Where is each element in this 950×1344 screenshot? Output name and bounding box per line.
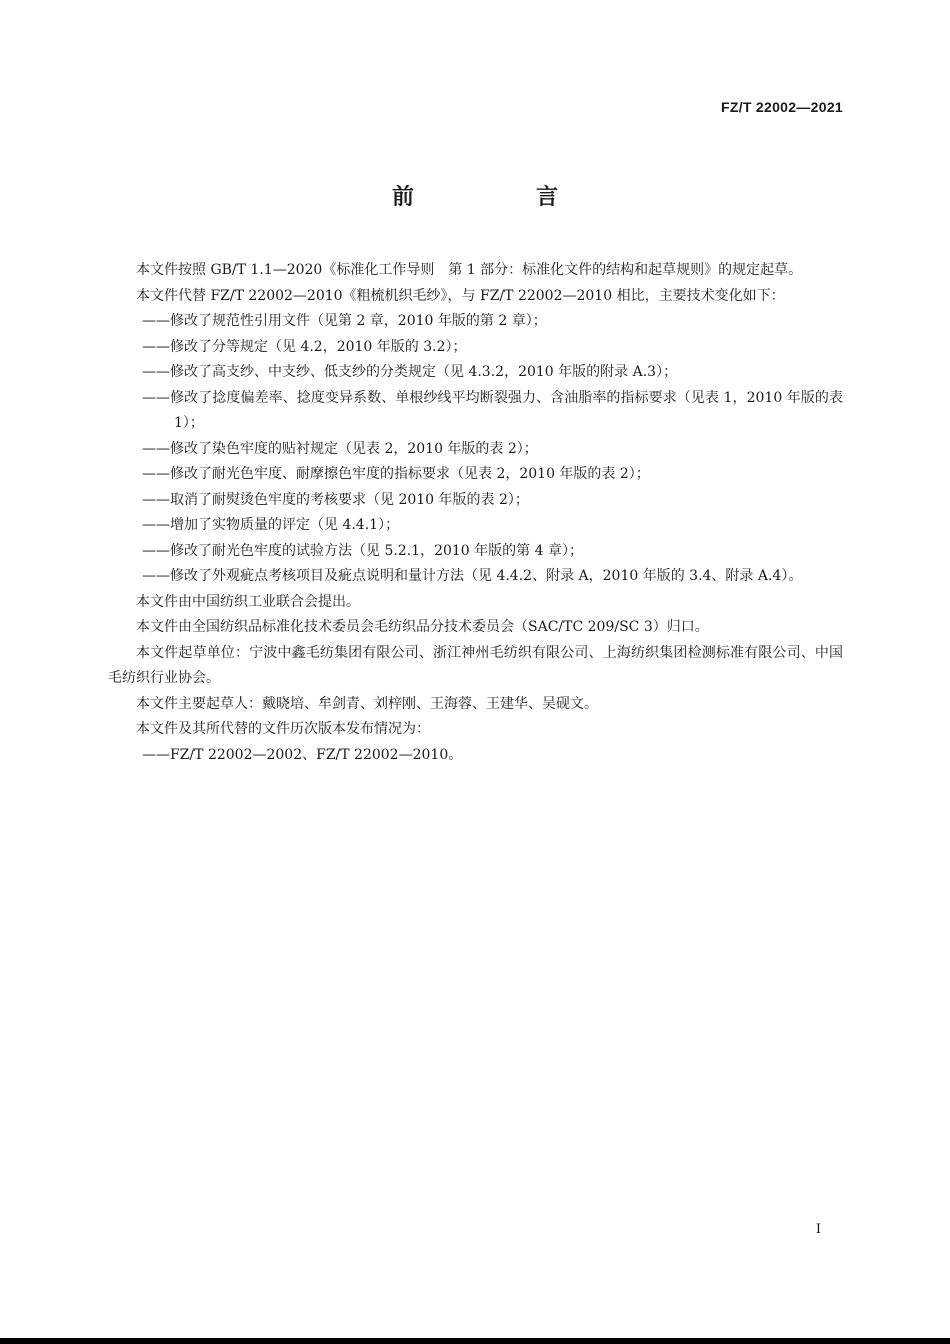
foreword-body (108, 258, 843, 768)
list-item: ——FZ/T 22002—2002、FZ/T 22002—2010。 (142, 746, 463, 763)
list-item: ——取消了耐熨烫色牢度的考核要求（见 2010 年版的表 2）； (142, 491, 529, 508)
list-item: ——修改了捻度偏差率、捻度变异系数、单根纱线平均断裂强力、含油脂率的指标要求（见表 1，2010 年版的表 1）； (142, 389, 843, 431)
paragraph-replacement: 本文件代替 FZ/T 22002—2010《粗梳机织毛纱》，与 FZ/T 22002—2010 相比，主要技术变化如下： (136, 287, 785, 304)
paragraph-proposer: 本文件由中国纺织工业联合会提出。 (136, 593, 360, 610)
list-item: ——修改了规范性引用文件（见第 2 章，2010 年版的第 2 章）； (142, 313, 547, 329)
list-item: ——修改了耐光色牢度的试验方法（见 5.2.1，2010 年版的第 4 章）； (142, 542, 583, 559)
paragraph-drafters: 本文件主要起草人：戴晓培、牟剑青、刘梓刚、王海蓉、王建华、吴砚文。 (136, 695, 598, 712)
list-item: ——增加了实物质量的评定（见 4.4.1）； (142, 517, 400, 533)
paragraph-drafting-units: 本文件起草单位：宁波中鑫毛纺集团有限公司、浙江神州毛纺织有限公司、上海纺织集团检测标准有限公司、中国毛纺织行业协会。 (108, 644, 843, 686)
list-item: ——修改了染色牢度的贴衬规定（见表 2，2010 年版的表 2）； (142, 440, 538, 457)
paragraph-drafting-rules: 本文件按照 GB/T 1.1—2020《标准化工作导则 第 1 部分：标准化文件的结构和起草规则》的规定起草。 (136, 262, 803, 278)
list-item: ——修改了分等规定（见 4.2，2010 年版的 3.2）； (142, 338, 467, 355)
list-item: ——修改了高支纱、中支纱、低支纱的分类规定（见 4.3.2，2010 年版的附录 A.3）； (142, 364, 678, 380)
paragraph-committee: 本文件由全国纺织品标准化技术委员会毛纺织品分技术委员会（SAC/TC 209/SC 3）归口。 (136, 619, 709, 635)
paragraph-history-intro: 本文件及其所代替的文件历次版本发布情况为： (136, 721, 430, 737)
history-list (108, 743, 843, 769)
changes-list (108, 309, 843, 590)
page-title: 前 言 (391, 184, 608, 210)
bottom-border (0, 1338, 950, 1344)
list-item: ——修改了外观疵点考核项目及疵点说明和量计方法（见 4.4.2、附录 A，2010 年版的 3.4、附录 A.4）。 (142, 568, 803, 584)
page-number: I (815, 1222, 821, 1237)
list-item: ——修改了耐光色牢度、耐摩擦色牢度的指标要求（见表 2，2010 年版的表 2）； (142, 466, 650, 482)
document-code: FZ/T 22002—2021 (720, 99, 843, 115)
